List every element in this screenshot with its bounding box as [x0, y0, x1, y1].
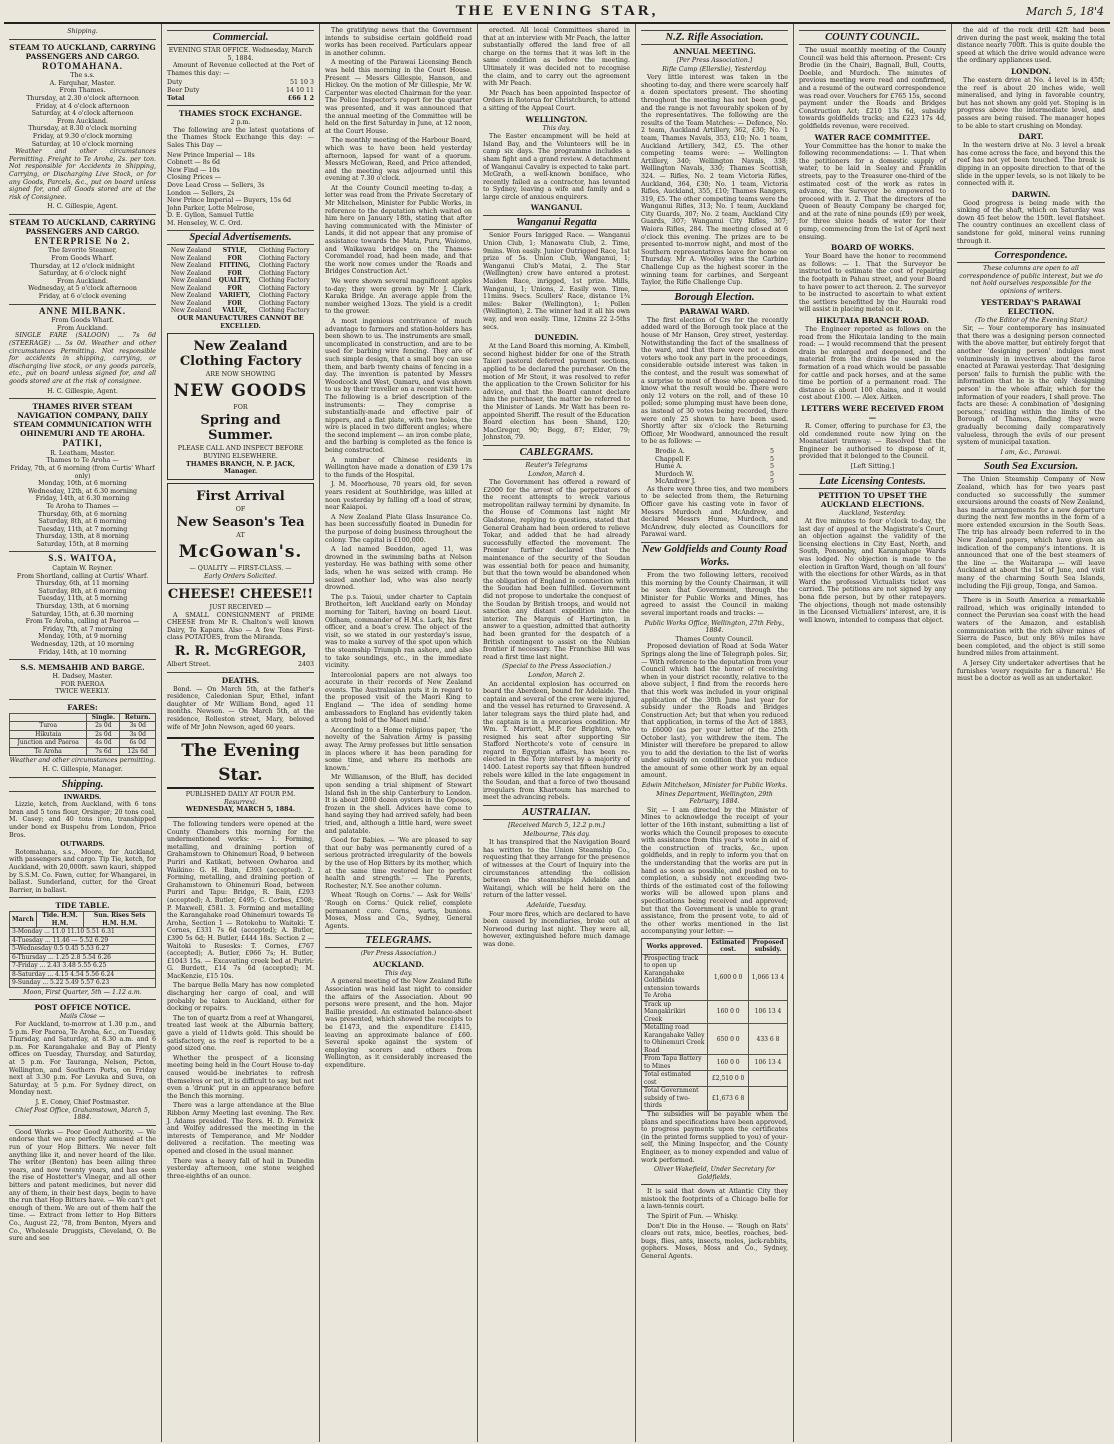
- factory-cell: New Zealand: [170, 292, 212, 300]
- fares-cell: 7s 6d: [87, 747, 120, 756]
- shipping-header: Shipping.: [9, 777, 156, 792]
- candidate-votes: 5: [769, 478, 774, 486]
- tide-row: [10, 945, 156, 954]
- factory-cell: Clothing Factory: [258, 307, 310, 315]
- schedule-line: Friday, at 4 o'clock afternoon: [35, 102, 130, 110]
- duty-label: Beer Duty: [167, 86, 200, 94]
- shipping-ad-header: STEAM TO AUCKLAND, CARRYING PASSENGERS AND CARGO.: [9, 217, 156, 236]
- schedule-line: Thursday, 6th, at 11 morning: [36, 580, 129, 588]
- schedule-line: Wednesday, 12th, at 6.30 morning: [27, 487, 138, 495]
- cheese-title: CHEESE! CHEESE!!: [167, 587, 314, 603]
- cheese-text: A SMALL CONSIGNMENT of PRIME CHEESE from Mr R. Chalton's well known Dairy, Te Kapara. Also — A few Tons First-class POTATOES, from the Miranda.: [167, 611, 314, 642]
- duty-rows: [167, 79, 314, 94]
- works-cell: 160 0 0: [708, 1055, 749, 1071]
- factory-row: [167, 262, 314, 270]
- schedule-line: Friday, 7th, at 6 morning (from Curtis' Wharf only): [10, 464, 155, 480]
- factory-cell: New Zealand: [170, 284, 212, 292]
- post-office-sub: Mails Close —: [59, 1013, 106, 1021]
- fares-cell: 2s 0d: [87, 730, 120, 739]
- tea-ad: First Arrival OF New Season's Tea AT McGowan's. — QUALITY — FIRST-CLASS. — Early Orders Solicited.: [167, 483, 314, 584]
- mcgregor: R. R. McGREGOR,: [174, 644, 307, 660]
- stock-line: New Prince Imperial — 18s: [167, 151, 255, 159]
- fares-cell: 6s 0d: [120, 739, 156, 748]
- works-cell: Total estimated cost: [642, 1071, 708, 1087]
- column-4: erected. All local Committees shared in that at an interview with Mr Peach, the latter substantially offered the land free of all charge on the terms that it was left in the same condition as before the meeting. Ultimately it was decided not to recognise the claim, and to carry out the agreement with Mr Peach. Mr Peach has been appointed Inspector of Orders in Rotorua for Christchurch, to attend a sitting of the Appeal Court. WELLINGTON. This day. The Easter encampment will be held at Island Bay, and the Volunteers will be in camp six days. The programme includes a sham fight and a grand review. A detachment of Wanganui Cavalry is expected to take part. McGrath, a well-known boniface, who recently failed as a contractor, has levanted to Sydney, leaving a wife and family and a large circle of anxious enquirers. WANGANUI. Wanganui Regatta Senior Fours Inrigged Race. — Wanganui Union Club, 1; Manawatu Club, 2. Time, 9mins. Won easily. Junior Outrigged Race, 1st prize of 5s. Union Club, Wanganui, 1; Wanganui Club's Matai, 2. The Star (Wellington) crew have entered a protest. Maiden Race, inrigged, 1st prize. Mills, Wanganui, 1; Unions, 2. Easily won. Time, 11mins. 9secs. Scullers' Race, distance 1¾ miles: Baker (Wellington), 1; Pollen (Wellington), 2. The winner had it all his own way, and won easily. Time, 12mins 22 2-5ths secs. DUNEDIN. At the Land Board this morning, A. Kimbell, second highest bidder for one of the Strath Taieri pastoral deferred payment sections, applied to be declared the purchaser. On the motion of Mr Stout, it was resolved to refer the application to the Crown Solicitor for his advice, and that the Board cannot declare him the purchaser, the matter be referred to the Minister of Lands. Mr Watt has been re-appointed Sheriff. The result of the Education Board election has been Shand, 120; MacGregor, 90; Begg, 87; Elder, 79; Johnston, 79. CABLEGRAMS. Reuter's Telegrams London, March 4. The Government has offered a reward of £2000 for the arrest of the perpetrators of the recent attempts to wreck various metropolitan railway termini by dynamite. In the House of Commons last night Mr Gladstone, replying to questions, stated that General Graham had been ordered to relieve Tokar, and added that he had already successfully effected the movement. The Premier further declared that the maintenance of the security of the Soudan was essential both for peace and humanity, but that the town would be abandoned when the obligation of England in connection with the Soudan had been fulfilled. Government did not propose to undertake the conquest of the Soudan by British troops, and would not sanction any distant expedition into the interior. The Marquis of Hartington, in answer to a question, admitted that authority had been granted for the despatch of a British contingent to assist on the Nubian frontier if necessary. The Franchise Bill was read a first time last night. (Special to the Press Association.) London, March 2. An accidental explosion has occurred on board the Aberdeen, bound for Adelaide. The captain and several of the crew were injured, and the vessel has returned to Gravesend. A later telegram says the third plate had, and the captain is in a precarious condition. Mr Wm. T. Marriott, M.P. for Brighton, who resigned his seat after supporting Sir Stafford Northcote's vote of censure in regard to Egyptian affairs, has been re-elected in the Tory interest by a majority of 1400. Latest reports say that fifteen hundred rebels were killed in the late engagement in the Soudan, and that a force of two thousand irregulars from Khartoum has marched to meet the advancing rebels. AUSTRALIAN. [Received March 5, 12.2 p.m.] Melbourne, This day. It has transpired that the Navigation Board has written to the Union Steamship Co., requesting that they arrange for the presence of witnesses at the Court of Inquiry into the circumstances attending the collision between the steamships Adelaide and Waitangi, which will be held here on the return of the latter vessel. Adelaide, Tuesday. Four more fires, which are declared to have been caused by incendiaries, broke out at Norwood during last night. They were all, however, extinguished before much damage was done.: [478, 24, 636, 1442]
- fares-cell: Te Aroha: [10, 747, 87, 756]
- tide-cell: 9-Sunday ... 5.22 5.49 5.57 6.23: [10, 979, 156, 988]
- factory-row: [167, 292, 314, 300]
- poll-results: [641, 448, 788, 486]
- tide-row: [10, 928, 156, 937]
- regatta-header: Wanganui Regatta: [483, 215, 630, 230]
- thames-branch: THAMES BRANCH, N. P. JACK, Manager.: [186, 460, 295, 476]
- schedule-line: Tuesday, 11th, at 5 morning: [37, 595, 128, 603]
- schedule-line: From Auckland.: [57, 324, 108, 332]
- ship-name: S.S. WAITOA,: [48, 553, 117, 564]
- column-7: the aid of the rock drill 42ft had been driven during the past week, making the total distance nearly 700ft. This is quite double the speed at which the drive would advance were the ordinary appliances used. LONDON. The eastern drive at No. 4 level is in 45ft; the reef is about 20 inches wide, well mineralised, and lying in favorable country, but has not shown any gold yet. Stoping is in progress above the intermediate level, and passes are being raised. The manager hopes to be able to start crushing on Monday. DART. In the western drive at No. 3 level a break has come across the face, and beyond this the reef has not yet been touched. The break is dipping in an opposite direction to that of the slide in the upper levels, so is not likely to be connected with it. DARWIN. Good progress is being made with the sinking of the shaft, which on Saturday was down 45 feet below the 150ft. level flatsheet. The country continues an excellent class of sandstone for gold, mineral veins running through it. Correspondence. These columns are open to all correspondence of public interest, but we do not hold ourselves responsible for the opinions of writers. YESTERDAY'S PARAWAI ELECTION. (To the Editor of the Evening Star.) Sir, — Your contemporary has insinuated that there was a designing person connected with the above matter, but entirely forgot that another 'designing person' indulges most voluminously in invectives about the farce enacted at Parawai yesterday. That 'designing person' fails to furnish the public with the information that he is the only 'designing person' in the whole affair, which for the information of your readers, I shall prove. The facts are these: A combination of 'designing persons,' residing within the limits of the Borough of Thames, finding they were gradually becoming daily comparatively valueless, through the evils of our present system of municipal taxation. I am, &c., Parawai. South Sea Excursion. The Union Steamship Company of New Zealand, which has for two years past conducted so successfully the summer excursions around the coasts of New Zealand, has made arrangements for a new departure during the next few months in the form of a more extended excursion in the South Seas. The trip has already been referred to in the New Zealand papers, which have given an indication of the company's intentions. It is announced that one of the best steamers of the line — the Waitarapa — will leave Auckland at about the 1st of June, and visit many of the charming South Sea Islands, including the Fiji group, Tonga, and Samoa. There is in South America a remarkable railroad, which was originally intended to connect the Peruvian sea coast with the head waters of the Amazon, and establish communication with the rich silver mines of Sierra de Pasco, but only 86¼ miles have been completed, and the object is still some hundred miles from attainment. A Jersey City undertaker advertises that he furnishes 'every requisite for a funeral.' He must be a doctor as well as an undertaker.: [957, 27, 1106, 683]
- schedule-line: From Auckland.: [57, 277, 108, 285]
- duty-row: [167, 79, 314, 87]
- ship-name: ANNE MILBANK.: [38, 305, 126, 316]
- licensing-header: Late Licensing Contests.: [799, 474, 946, 489]
- factory-cell: New Zealand: [170, 299, 212, 307]
- duty-row: [167, 87, 314, 95]
- clothing-ad: [167, 333, 314, 480]
- works-cell: 650 0 0: [708, 1024, 749, 1055]
- works-row: [642, 1071, 788, 1087]
- are-now: ARE NOW SHOWING: [205, 371, 276, 379]
- schedule-line: The favorite Steamer,: [47, 247, 118, 255]
- tide-cell: 6-Thursday ... 1.25 2.8 5.54 6.26: [10, 953, 156, 962]
- factory-cell: New Zealand: [170, 307, 212, 315]
- fares-row: [10, 747, 156, 756]
- office-line: EVENING STAR OFFICE. Wednesday, March 5, 1884.: [168, 47, 313, 62]
- australian-header: AUSTRALIAN.: [483, 805, 630, 820]
- schedule-line: Captain W. Reyner.: [52, 565, 113, 573]
- factory-row: [167, 307, 314, 315]
- tide-table: [9, 911, 156, 988]
- fares-row: [10, 739, 156, 748]
- stock-line: D. E. Gyllon, Samuel Tuttle: [167, 212, 254, 220]
- schedule-line: Tuesday, 11th, at 7 morning: [37, 525, 128, 533]
- stock-line: John Parker, Lotte Melrose,: [167, 204, 255, 212]
- factory-cell: VALUE,: [222, 307, 248, 315]
- factory-cell: STYLE,: [222, 247, 247, 255]
- post-office-sig: J. E. Coney, Chief Postmaster.: [35, 1099, 130, 1106]
- tide-row: [10, 962, 156, 971]
- fares-title: FARES:: [67, 702, 98, 712]
- evening-star-banner: The Evening Star.: [167, 737, 314, 789]
- schedule-line: FOR PAEROA: [60, 680, 105, 688]
- schedule-line: Friday, 14th, at 10 morning: [38, 648, 127, 656]
- stock-line: Dove Lead Cross — Sellers, 3s: [167, 181, 265, 189]
- factory-cell: New Zealand: [170, 277, 212, 285]
- fares-cell: Turoa: [10, 722, 87, 731]
- schedule-line: Saturday, 15th, at 6.30 morning: [31, 610, 134, 618]
- special-ads-header: Special Advertisements.: [167, 230, 314, 245]
- shipping-ad-header: S.S. MEMSAHIB AND BARGE.: [20, 663, 145, 673]
- factory-cell: New Zealand: [170, 254, 212, 262]
- column-6: COUNTY COUNCIL. The usual monthly meeting of the County Council was held this afternoon. Present: Crs Brodie (in the Chair), Bagnall, Bull, Coutts, Doeble, and Murdoch. The minutes of previous meeting were read and confirmed, and a resumé of the outward correspondence was read over. Vouchers for £765 15s, second payment under the Roads and Bridges Construction Act; £210 13s 6d, subsidy towards goldfields tracks; and £223 17s 4d, goldfields revenue, were received. WATER RACE COMMITTEE. Your Committee has the honor to make the following recommendations: — 1. That when the petitioners for a domestic supply of water, to be laid in Sealey and Franklin streets, pay to the Treasurer one-third of the estimated cost of the work as rates in advance, the Surveyor be empowered to proceed with it. 2. That the directors of the Queen of Beauty Company be charged for, and at the rate of nine pounds (£9) per week, for three sluice heads of water for their pump, commencing from the 1st of April next ensuing. BOARD OF WORKS. Your Board have the honor to recommend as follows: — 1. That the Surveyor be instructed to estimate the cost of repairing the footpath in Pahau street, and your Board to have power to act thereon. 2. The surveyor to be instructed to ascertain to what extent the settlers benefitted by the Hauraki road will assist in placing metal on it. HIKUTAIA BRANCH ROAD. The Engineer reported as follows on the road from the Hikutaia landing to the main road: — I would recommend that the present drain be enlarged and deepened, and the material from the drains be used in the formation of a road which would be passable for cattle and pack horses, and at the same time be portion of a permanent road. The distance is about 100 chains, and it would cost about £100. — Alex. Aitken. LETTERS WERE RECEIVED FROM — R. Comer, offering to purchase for £3, the old condemned route now lying on the Moanataiari tramway. — Resolved that the Engineer be authorised to dispose of it, provided that it belonged to the Council. [Left Sitting.] Late Licensing Contests. PETITION TO UPSET THE AUCKLAND ELECTIONS. Auckland, Yesterday. At five minutes to four o'clock to-day, the last day of appeal at the Magistrate's Court, an objection against the validity of the licensing elections in City East, North, and South, Ponsonby, and Karangahape Wards was lodged. No objection is made to the election in Grafton Ward, though on 'all fours' with the elections for other Wards, as in that Ward the professed Victualists ticket was carried. The petitions are not signed by any bona fide person, but by other ratepayers. The objections, though not made ostensibly in the Licensed Victuallers' interest, are, it is well known, intended to compass that object.: [794, 24, 952, 1442]
- works-cell: Total Government subsidy of two-thirds: [642, 1087, 708, 1111]
- factory-cell: Clothing Factory: [258, 299, 310, 307]
- please-call: PLEASE CALL AND INSPECT BEFORE BUYING ELSEWHERE.: [177, 445, 304, 460]
- rifle-header: N.Z. Rifle Association.: [641, 30, 788, 45]
- schedule-line: A. Farquhar, Master.: [49, 79, 116, 87]
- borough-header: Borough Election.: [641, 290, 788, 305]
- schedule-line: Thames to Te Aroha —: [46, 457, 119, 465]
- fares-cell: 12s 6d: [120, 747, 156, 756]
- works-table: [641, 938, 788, 1111]
- correspondence-header: Correspondence.: [957, 248, 1105, 263]
- schedule-line: Thursday, at 8.30 o'clock morning: [28, 125, 137, 133]
- works-cell: 106 13 4: [749, 1000, 788, 1024]
- fares-note: Weather and other circumstances permitting.: [9, 757, 156, 765]
- divider: [9, 398, 156, 399]
- fares-cell: 2s 0d: [87, 722, 120, 731]
- masthead: [4, 0, 1110, 24]
- schedule-line: Saturday, 15th, at 8 morning: [36, 540, 129, 548]
- section-label: Shipping.: [67, 28, 98, 35]
- agent-signature: H. C. Gillespie, Agent.: [47, 203, 118, 211]
- factory-cell: Clothing Factory: [258, 269, 310, 277]
- fares-head-cell: Single.: [87, 713, 120, 722]
- ship-name: ROTOMAHANA.: [41, 60, 124, 71]
- tide-row: [10, 979, 156, 988]
- schedule-line: Saturday, 8th, at 6 morning: [38, 587, 127, 595]
- columns: [4, 24, 1110, 1442]
- fares-cell: 4s 0d: [87, 739, 120, 748]
- revenue-line: Amount of Revenue collected at the Port of Thames this day: —: [167, 62, 314, 77]
- candidate-name: Brodie A.: [655, 447, 685, 455]
- divider: [9, 659, 156, 660]
- divider: [9, 304, 156, 305]
- factory-cell: Clothing Factory: [258, 262, 310, 270]
- fares-cell: 3s 0d: [120, 722, 156, 731]
- factory-row: [167, 277, 314, 285]
- works-cell: 433 6 8: [749, 1024, 788, 1055]
- shipping-note: SINGLE FARE (SALOON) ... 7s 6d (STEERAGE) ... 5s 0d. Weather and other circumstances Permitting. Not responsible for accidents in shipping, carrying, or discharging live stock, or any goods parcels, etc., put on board unless signed for, and all goods stored are at the risk of consignee.: [9, 332, 156, 385]
- post-office-title: POST OFFICE NOTICE.: [34, 1003, 131, 1013]
- poll-row: [641, 478, 788, 486]
- leader-text: The following tenders were opened at the County Chambers this morning for the undermentioned works: — 1. Forming, metalling, and draining portion of Grahamstown to Ohinemuri Road, 9 between Puriri and Katikati, between Owharoa and Waikino: G. H. Bain, £393 (accepted). 2. Forming, metalling, and draining portion of Grahamstown to Ohinemuri Road, between Puriri and Tapu: Bridge, R. Bain, £293 (accepted); A. Butler, £495; C. Corbes, £508; P. Maxwell, £581. 3. Forming and metalling the Karangahake road Ohinemuri towards Te Aroha, Section 1 — Rotokohu to Waitoki: T. Cornes, £331 7s 6d (accepted); A. Butler, £390 5s 6d; H. Butler, £444 18s. Section 2 — Waitoki to Rusesks: T. Cornes, £767 (accepted); A. Butler, £966 7s; H. Butler, £1043 15s. — Excavating creek bed at Puriri: G. Burdett, £14 7s 6d (accepted); M. MacKenzie, £15 10s.: [167, 821, 314, 980]
- works-cell: £2,510 0 0: [708, 1071, 749, 1087]
- schedule-line: From Auckland.: [57, 117, 108, 125]
- leader-date: WEDNESDAY, MARCH 5, 1884.: [185, 806, 296, 814]
- factory-cell: QUALITY,: [218, 277, 251, 285]
- works-row: [642, 1000, 788, 1024]
- factory-cell: Clothing Factory: [258, 292, 310, 300]
- candidate-votes: 5: [769, 463, 774, 471]
- schedule-line: From Goods Wharf.: [51, 255, 114, 263]
- factory-cell: Clothing Factory: [258, 277, 310, 285]
- works-cell: 106 13 4: [749, 1055, 788, 1071]
- works-cell: 160 0 0: [708, 1000, 749, 1024]
- agent-signature: H. C. Gillespie, Agent.: [47, 387, 118, 395]
- schedule-line: From Shortland, calling at Curtis' Wharf.: [16, 572, 149, 580]
- poll-row: [641, 463, 788, 471]
- tide-head-cell: Sun. Rises Sets H.M. H.M.: [84, 912, 156, 928]
- works-cell: [749, 1087, 788, 1111]
- factory-cell: FOR: [227, 284, 242, 292]
- stock-lines: [167, 152, 314, 228]
- duty-amount: 14 10 11: [285, 86, 314, 94]
- factory-row: [167, 255, 314, 263]
- stock-header: THAMES STOCK EXCHANGE.: [178, 109, 303, 119]
- schedule-line: Thursday, at 2.30 o'clock afternoon: [26, 94, 139, 102]
- stock-line: New Prince Imperial — Buyers, 15s 6d: [167, 197, 292, 205]
- candidate-name: Chappell F.: [655, 455, 691, 463]
- revenue-total: Total £66 1 2: [167, 94, 314, 102]
- column-1: [4, 24, 162, 1442]
- poll-row: [641, 456, 788, 464]
- for-label: FOR: [233, 403, 248, 411]
- schedule-line: Saturday, at 6 o'clock night: [38, 270, 127, 278]
- mcgowan: McGowan's.: [178, 541, 303, 562]
- factory-row: [167, 247, 314, 255]
- shipping-ads: [9, 43, 156, 700]
- factory-cell: FOR: [227, 254, 242, 262]
- fares-cell: 3s 0d: [120, 730, 156, 739]
- tide-head-cell: March: [10, 912, 37, 928]
- ship-name: ENTERPRISE No 2.: [34, 235, 131, 246]
- factory-cell: FITTING,: [219, 262, 251, 270]
- tide-row: [10, 970, 156, 979]
- new-goods: NEW GOODS: [173, 380, 308, 401]
- inwards-text: Lizzie, ketch, from Auckland, with 6 tons bran and 5 tons flour, Orsinger; 20 tons coal, M. Casey; and 40 tons iron, transhipped under bond ex Buspehu from London, Price Bros.: [9, 801, 156, 839]
- schedule-line: Saturday, 8th, at 6 morning: [38, 518, 127, 526]
- duty-label: Duty: [167, 79, 183, 87]
- tide-row: [10, 953, 156, 962]
- tide-moon: Moon, First Quarter, 5th — 1.12 a.m.: [23, 988, 142, 996]
- shipping-ad-header: STEAM TO AUCKLAND, CARRYING PASSENGERS AND CARGO.: [9, 42, 156, 61]
- first-arrival: First Arrival: [196, 488, 285, 504]
- schedule-line: Friday, at 9.30 o'clock morning: [32, 132, 133, 140]
- telegrams-header: TELEGRAMS.: [325, 933, 472, 948]
- poll-row: [641, 448, 788, 456]
- fares-head-cell: [10, 713, 87, 722]
- schedule-line: The s.s.: [70, 72, 95, 80]
- factory-cell: Clothing Factory: [258, 247, 310, 255]
- fares-table: [9, 713, 156, 757]
- tide-cell: 5-Wednesday 0.5 0.45 5.53 6.27: [10, 945, 156, 954]
- fares-cell: Junction and Paeroa: [10, 739, 87, 748]
- fares-sig: H. C. Gillespie, Manager.: [42, 766, 123, 774]
- stock-line: Cobnett — 8s 6d: [167, 159, 221, 167]
- ship-name: PATIKI,: [62, 438, 103, 449]
- issue-date: March 5, 18'4: [1026, 4, 1104, 18]
- motto: Resurrexi.: [223, 798, 258, 806]
- candidate-name: Hume A.: [655, 463, 683, 471]
- stock-line: New Find — 10s: [167, 166, 220, 174]
- published-line: PUBLISHED DAILY AT FOUR P.M.: [185, 791, 296, 799]
- post-office-sig2: Chief Post Office, Grahamstown, March 5, 1884.: [15, 1106, 150, 1122]
- paper-title: THE EVENING STAR,: [455, 2, 659, 19]
- candidate-votes: 5: [769, 470, 774, 478]
- factory-row: [167, 285, 314, 293]
- factory-table: [167, 247, 314, 315]
- candidate-name: McAndrew J.: [655, 478, 696, 486]
- tide-cell: 8-Saturday ... 4.15 4.54 5.56 6.24: [10, 970, 156, 979]
- county-header: COUNTY COUNCIL.: [799, 30, 946, 45]
- candidate-name: Murdoch W.: [655, 470, 694, 478]
- stock-line: Closing Prices —: [167, 174, 222, 182]
- tide-head-cell: Tide. H.M. H.M.: [36, 912, 84, 928]
- factory-cell: Clothing Factory: [258, 284, 310, 292]
- outwards-label: OUTWARDS.: [60, 841, 105, 849]
- candidate-votes: 5: [769, 455, 774, 463]
- works-cell: Track up Mangakirikiri Creek: [642, 1000, 708, 1024]
- factory-note: OUR MANUFACTURES CANNOT BE EXCELLED.: [177, 314, 304, 330]
- outwards-text: Rotomahana, s.s., Moore, for Auckland, with passengers and cargo. Tip Tie, ketch, for Auckland, with 20,000ft. sawn kauri, shipped by S.S.M. Co. Fawn, cutter, for Whangarei, in ballast. Sunderland, cutter, for the Great Barrier, in ballast.: [9, 848, 156, 894]
- cablegrams-header: CABLEGRAMS.: [483, 445, 630, 460]
- tide-title: TIDE TABLE.: [55, 901, 110, 911]
- schedule-line: Saturday, at 10 o'clock morning: [31, 140, 134, 148]
- fares-head-cell: Return.: [120, 713, 156, 722]
- factory-cell: VARIETY,: [219, 292, 251, 300]
- schedule-line: Wednesday, at 5 o'clock afternoon: [28, 285, 137, 293]
- divider: [9, 214, 156, 215]
- schedule-line: Monday, 10th, at 9 morning: [38, 633, 127, 641]
- factory-row: [167, 270, 314, 278]
- schedule-line: From Goods Wharf.: [51, 317, 114, 325]
- clothing-title: New Zealand Clothing Factory: [179, 339, 302, 370]
- schedule-line: From Te Aroha, calling at Paeroa —: [25, 618, 140, 626]
- works-head-cell: Estimated cost.: [708, 938, 749, 954]
- hop-bitters-ad: Good Works — Poor Good Authority. — We endorse that we are perfectly amused at the run of your Hop Bitters. We never felt anything like it, and never heard of the like. The writer (Benton) has been ailing three years, and now twenty years, and has seen the rise of Hostetter's Vinegar, and all other bitters and patent medicines, but never did any of them, in their best days, begin to have the run that Hop Bitters have. — We can't get enough of them. We are out of them half the time. — Extract from letter to Hop Bitters Co., August 22, '78, from Benton, Myers and Co., Wholesale Druggists, Cleveland, O. Be sure and see: [9, 1128, 156, 1243]
- candidate-votes: 5: [769, 447, 774, 455]
- factory-cell: New Zealand: [170, 269, 212, 277]
- works-head-cell: Proposed subsidy.: [749, 938, 788, 954]
- stock-intro: The following are the latest quotations of the Thames Stock Exchange this day: — Sales This Day —: [167, 126, 314, 149]
- column-2: Commercial. EVENING STAR OFFICE. Wednesday, March 5, 1884. Amount of Revenue collected at the Port of Thames this day: — Duty 51 10 3 Beer Duty 14 10 11 Total £66 1 2 THAMES STOCK EXCHANGE. 2 p.m. The following are the latest quotations of the Thames Stock Exchange this day: — Sales This Day — New Prince Imperial — 18s Cobnett — 8s 6d New Find — 10s Closing Prices — Dove Lead Cross — Sellers, 3s London — Sellers, 2s New Prince Imperial — Buyers, 15s 6d John Parker, Lotte Melrose, D. E. Gyllon, Samuel Tuttle M. Henseley, W. C. Ord. Special Advertisements. New Zealand STYLE, Clothing Factory New Zealand FOR Clothing Factory New Zealand FITTING, Clothing Factory New Zealand FOR Clothing Factory New Zealand QUALITY, Clothing Factory New Zealand FOR Clothing Factory New Zealand VARIETY, Clothing Factory New Zealand FOR Clothing Factory New Zealand VALUE, Clothing Factory OUR MANUFACTURES CANNOT BE EXCELLED. New Zealand Clothing Factory ARE NOW SHOWING NEW GOODS FOR Spring and Summer. PLEASE CALL AND INSPECT BEFORE BUYING ELSEWHERE. THAMES BRANCH, N. P. JACK, Manager. First Arrival OF New Season's Tea AT McGowan's. — QUALITY — FIRST-CLASS. — Early Orders Solicited. CHEESE! CHEESE!! JUST RECEIVED — A SMALL CONSIGNMENT of PRIME CHEESE from Mr R. Chalton's well known Dairy, Te Kapara. Also — A few Tons First-class POTATOES, from the Miranda. R. R. McGREGOR, Albert Street. 2403 DEATHS. Bond. — On March 5th, at the father's residence, Caledonian Spur, Ethel, infant daughter of Mr William Bond, aged 11 months. Newson. — On March 5th, at the residence, Rolleston street, Mary, beloved wife of Mr John Newson, aged 60 years. The Evening Star. PUBLISHED DAILY AT FOUR P.M. Resurrexi. WEDNESDAY, MARCH 5, 1884. The following tenders were opened at the County Chambers this morning for the undermentioned works: — 1. Forming, metalling, and draining portion of Grahamstown to Ohinemuri Road, 9 between Puriri and Katikati, between Owharoa and Waikino: G. H. Bain, £393 (accepted). 2. Forming, metalling, and draining portion of Grahamstown to Ohinemuri Road, between Puriri and Tapu: Bridge, R. Bain, £293 (accepted); A. Butler, £495; C. Corbes, £508; P. Maxwell, £581. 3. Forming and metalling the Karangahake road Ohinemuri towards Te Aroha, Section 1 — Rotokohu to Waitoki: T. Cornes, £331 7s 6d (accepted); A. Butler, £390 5s 6d; H. Butler, £444 18s. Section 2 — Waitoki to Rusesks: T. Cornes, £767 (accepted); A. Butler, £966 7s; H. Butler, £1043 15s. — Excavating creek bed at Puriri: G. Burdett, £14 7s 6d (accepted); M. MacKenzie, £15 10s. The barque Bella Mary has now completed discharging her cargo of coal, and will probably be taken to Auckland, either for docking or repairs. The ton of quartz from a reef at Whangarei, treated last week at the Alburnia battery, gave a yield of 11dwts gold. This should be satisfactory, as the reef is reported to be a good sized one. Whether the prospect of a licensing meeting being held in the Court House to-day caused would-be inebriates to refresh themselves or not, it is difficult to say, but not even a 'drunk' put in an appearance before the Bench this morning. There was a large attendance at the Blue Ribbon Army Meeting last evening. The Rev. J. Adams presided. The Revs. H. D. Fenwick and Wolfey addressed the meeting in the interests of Temperance, and Mr Nodder delivered a recitation. The meeting was opened and closed in the usual manner. There was a heavy fall of hail in Dunedin yesterday afternoon, one stone weighed three-eighths of an ounce.: [162, 24, 320, 1442]
- tide-cell: 3-Monday ... 11.0 11.10 5.51 6.31: [10, 928, 156, 937]
- schedule-line: Te Aroha to Thames —: [46, 502, 119, 510]
- works-head-cell: Works approved.: [642, 938, 708, 954]
- deaths-text: Bond. — On March 5th, at the father's residence, Caledonian Spur, Ethel, infant daughter of Mr William Bond, aged 11 months. Newson. — On March 5th, at the residence, Rolleston street, Mary, beloved wife of Mr John Newson, aged 60 years.: [167, 685, 314, 731]
- schedule-line: Thursday, at 12 o'clock midnight: [30, 262, 135, 270]
- schedule-line: Thursday, 13th, at 6 morning: [36, 603, 129, 611]
- schedule-line: Wednesday, 12th, at 10 morning: [30, 641, 135, 648]
- divider: [9, 699, 156, 700]
- schedule-line: Thursday, 13th, at 8 morning: [36, 533, 129, 541]
- column-5: N.Z. Rifle Association. ANNUAL MEETING. [Per Press Association.] Rifle Camp (Ellerslie), Yesterday. Very little interest was taken in the shooting to-day, and there were scarcely half a dozen spectators present. The shooting throughout the meeting has not been good, and the range is not favourably spoken of by the representatives. The following are the results of the Team Matches: — Defence, No. 2 team, Auckland Artillery, 362, £30; No. 1 team, Thames Navals, 353, £10; No. 1 team, Auckland Artillery, 342, £5. The other competing teams were: — Wellington Artillery, 340; Wellington Navals, 338; Wellington Navals, 330; Thames Scottish, 324. — Rifles, No. 2 team Victoria Rifles, Auckland, 364, £30; No. 1 team, Victoria Rifles, Auckland, 355, £10; Thames Rangers, 319, £5. The other competing teams were the Wanganui Rifles, 313; No. 1 team, Auckland City Guards, 307; No. 2 team, Auckland City Guards, 307; Wanganui City Rifles, 307; Waiora Rifles, 284. The meeting closed at 6 o'clock this evening. The prizes are to be presented to-morrow night, and most of the Southern representatives leave for home on Thursday. Mr A. Woolley wins the Carbine Challenge Cup as the highest scorer in the winning team for carbines, and Sergeant Taylor, the Rifle Challenge Cup. Borough Election. PARAWAI WARD. The first election of Crs for the recently added ward of the Borough took place at the house of Mr Hanson, Grey street, yesterday. Notwithstanding the fact of the smallness of the ward, and that there were not a dozen voters who took any part in the proceedings, considerable outside interest was taken in the contest, and the result was somewhat of a surprise to most of those who appeared to know what the result would be. There were only 12 voters on the roll, and of these 10 polled; some plumping must have been done, as instead of 30 votes being recorded, there were only 25 shown to have been used. Shortly after six o'clock the Returning Officer, Mr Woodward, announced the result to be as follows: — Brodie A. 5 Chappell F. 5 Hume A. 5 Murdoch W. 5 McAndrew J. 5 As there were three ties, and two members to be selected from them, the Returning Officer gave his casting vote in favor of Messrs Murdoch and McAndrew, and declared Messrs Hume, Murdoch, and McAndrew, duly elected as Councillors for Parawai ward. New Goldfields and County Road Works. From the two following letters, received this morning by the County Chairman, it will be seen that Government, through the Minister for Public Works and Mines, has agreed to assist the Council in making several important roads and tracks: — Public Works Office, Wellington, 27th Feby., 1884. Thames County Council. Proposed deviation of Road at Soda Water Springs along the line of Telegraph poles. Sir, — With reference to the deputation from your Council which had the honor of receiving when in your district recently, relative to the above subject, I find from the records here that this work was included in your original application of the 30th June last year for subsidy under the Roads and Bridges Construction Act; but that when you reduced that application, in terms of the Act of 1883, to £6000 (as per your letter of the 25th October last), you withdrew the item. The Minister will therefore be prepared to allow you to add the deviation to the list of works under subsidy on condition that you reduce the amount of some other work by an equal amount. Edwin Mitchelson, Minister for Public Works. Mines Department, Wellington, 29th February, 1884. Sir, — I am directed by the Minister of Mines to acknowledge the receipt of your letter of the 16th instant, submitting a list of works which the Council proposes to execute with assistance from this year's vote in aid of the construction of tracks, &c., upon goldfields, and in reply to inform you that on the understanding that the works are put in hand as soon as possible, and pushed on to completion, a subsidy not exceeding two-thirds of the estimated cost of the following works will be allowed upon plans and specifications being received and approved; but that the Government is unable to grant assistance, from the present vote, to aid of the other works mentioned in the list accompanying your letter: — Works approved. Estimated cost. Proposed subsidy. Prospecting track to open up Karangahake Goldfields extension towards Te Aroha 1,600 0 0 1,066 13 4 Track up Mangakirikiri Creek 160 0 0 106 13 4 Metalling road Karangahake Valley to Ohinemuri Creek Road 650 0 0 433 6 8 From Tapu Battery to Mines 160 0 0 106 13 4 Total estimated cost £2,510 0 0 Total Government subsidy of two-thirds £1,673 6 8 The subsidies will be payable when the plans and specifications have been approved, to progress payments upon the certificates (in the printed forms supplied to you) of your-self, the Mining Inspector, and the County Engineer, as to money expended and value of work performed. Oliver Wakefield, Under Secretary for Goldfields. It is said that down at Atlantic City they mistook the footprints of a Chicago belle for a lawn-tennis court. The Spirit of Fun. — Whisky. Don't Die in the House. — 'Rough on Rats' clears out rats, mice, beetles, roaches, bed-bugs, flies, ants, insects, moles, jack-rabbits, gophers. Moses, Moss and Co., Sydney, General Agents.: [636, 24, 794, 1442]
- fares-row: [10, 722, 156, 731]
- works-row: [642, 1024, 788, 1055]
- works-cell: 1,600 0 0: [708, 954, 749, 1000]
- fares-row: [10, 730, 156, 739]
- shipping-ad-header: THAMES RIVER STEAM NAVIGATION COMPANY, DAILY STEAM COMMUNICATION WITH OHINEMURI AND TE AROHA.: [13, 402, 152, 439]
- shipping-note: Weather and other circumstances Permitting. Freight to Te Aroha, 2s. per ton. Not responsible for Accidents in Shipping, Carrying, or Discharging Live Stock, or for any Goods, Parcels, &c., put on board unless signed for, and all Goods stored are at the risk of Consignee.: [9, 148, 156, 201]
- duty-amount: 51 10 3: [289, 79, 314, 87]
- inwards-label: INWARDS.: [63, 793, 102, 801]
- commercial-header: Commercial.: [167, 30, 314, 45]
- works-row: [642, 1055, 788, 1071]
- works-cell: From Tapu Battery to Mines: [642, 1055, 708, 1071]
- factory-cell: FOR: [227, 269, 242, 277]
- stock-line: M. Henseley, W. C. Ord.: [167, 219, 243, 227]
- tide-cell: 7-Friday ... 2.43 3.48 5.55 6.25: [10, 962, 156, 971]
- new-season-tea: New Season's Tea: [176, 515, 305, 531]
- schedule-line: Friday, 7th, at 7 morning: [42, 625, 123, 633]
- tide-cell: 4-Tuesday ... 11.46 --- 5.52 6.29: [10, 936, 156, 945]
- column-3: The gratifying news that the Government intends to subsidise certain goldfield road works has been received. Particulars appear in another column. A meeting of the Parawai Licensing Bench was held this morning in the Court House. Present — Messrs Gillespie, Hanson, and Hickey. On the motion of Mr Gillespie, Mr W. Carpenter was elected Chairman for the year. The Police Inspector's report for the quarter was presented, and it was announced that the annual meeting of the Committee will be held on the first Saturday in June, at 12 noon, at the Court House. The monthly meeting of the Harbour Board, which was to have been held yesterday afternoon, lapsed for want of a quorum. Messrs McGowan, Reed, and Price attended, and the meeting was adjourned until this evening at 7.30 o'clock. At the County Council meeting to-day, a letter was read from the Private Secretary of Mr Mitchelson, Minister for Public Works, in reference to the deputation which waited on him here on January 18th, stating that after having communicated with the Minister of Lands, it did not appear that any promise of assistance towards the Mata, Puru, Waiomo, and Waikawau bridges on the Thames-Coromandel road, had been made, and that the work now comes under the 'Roads and Bridges Construction Act.' We were shown several magnificent apples to-day; they were grown by Mr J. Clark, Karaka Bridge. An average apple from the number weighed 13ozs. The yield is a credit to the grower. A most ingenious contrivance of much advantage to farmers and station-holders has been shown to us. The instruments are small, uncomplicated in construction, and are to be used for barbing wire fencing. They are of such simple design, that a small boy can use them, and barb twenty chains of fencing in a day. The invention is patented by Messrs Woodcock and West, Oamaru, and was shown to us by their traveller on a recent visit here. The following is a brief description of the instruments: — They comprise a substantially-made and effective pair of nippers, and a flat plate, with two holes, the wire is placed in two different angles; where the second implement — an iron combe plate, and the barbing is completed as the fence is being constructed. A number of Chinese residents in Wellington have made a donation of £39 17s to the funds of the Hospital. J. M. Moorhouse, 70 years old, for seven years resident at Southbridge, was killed at noon yesterday by falling off a load of straw, near Kaiapoi. A New Zealand Plate Glass Insurance Co. has been successfully floated in Dunedin for the purpose of doing business throughout the colony. The capital is £100,000. A lad named Beeddon, aged 11, was drowned in the swimming baths at Nelson yesterday. He was bathing with some other lads, when he was seized with cramp. He seized another lad, who was also nearly drowned. The p.s. Taioui, under charter to Captain Brotherton, left Auckland early on Monday morning for Taiteri, having on board Lieut. Oldham, commander of H.M.s. Lark, his first officer, and a boat's crew. The object of the visit, so we stated in our yesterday's issue, was to make a survey of the spot upon which the steamship Triumph ran ashore, and also to take soundings, etc., in the immediate vicinity. Intercolonial papers are not always too accurate in their records of New Zealand events. The Australasian puts it in regard to the proposed visit of the Maori King to England — 'The idea of sending home ambassadors to England has evidently taken a strong hold of the Maori mind.' According to a Home religious paper, 'the novelty of the Salvation Army is passing away. The Army professes but little sensation in places where it has been parading for some time, and where its methods are known.' Mr Williamson, of the Bluff, has decided upon sending a trial shipment of Stewart Island fish in the ship Canterbury to London. It is about 2000 dozen oysters in the Oposos, frozen in the shell. Advices have come to hand saying they had arrived safely, had been tried, and, although a little hard, were sweet and palatable. Good for Babies. — 'We are pleased to say that our baby was permanently cured of a serious protracted irregularity of the bowels by the use of Hop Bitters by its mother, which at the same time restored her to perfect health and strength.' — The Parents, Rochester, N.Y. See another column. Wheat 'Rough on Corns.' — Ask for Wells' 'Rough on Corns.' Quick relief, complete permanent cure. Corns, warts, bunions. Moses, Moss and Co., Sydney, General Agents. TELEGRAMS. (Per Press Association.) AUCKLAND. This day. A general meeting of the New Zealand Rifle Association was held last night to consider the affairs of the Association. About 90 persons were present, and the hon. Major Baillie presided. An estimated balance-sheet was presented, which showed the receipts to be £1473, and the expenditure £1415, leaving an approximate balance of £60. Several spoke against the system of employing scorers and others from Wellington, as it considerably increased the expenditure.: [320, 24, 478, 1442]
- factory-cell: Clothing Factory: [258, 254, 310, 262]
- works-cell: [749, 1071, 788, 1087]
- factory-cell: FOR: [227, 299, 242, 307]
- schedule-line: Monday, 10th, at 6 morning: [38, 480, 127, 488]
- works-row: [642, 1087, 788, 1111]
- poll-row: [641, 471, 788, 479]
- schedule-line: R. Leatham, Master.: [50, 449, 115, 457]
- schedule-line: Friday, 14th, at 6.30 morning: [35, 495, 130, 503]
- deaths-header: DEATHS.: [221, 675, 260, 685]
- works-cell: 1,066 13 4: [749, 954, 788, 1000]
- stock-line: London — Sellers, 2s: [167, 189, 235, 197]
- south-sea-header: South Sea Excursion.: [957, 459, 1105, 474]
- spring-summer: Spring and Summer.: [200, 413, 281, 444]
- works-cell: £1,673 6 8: [708, 1087, 749, 1111]
- schedule-line: Friday, at 6 o'clock evening: [38, 293, 127, 301]
- post-office-text: For Auckland, to-morrow at 1.30 p.m., and 5 p.m. For Paeroa, Te Aroha, &c., on Tuesday, Thursday, and Saturday, at 8.30 a.m. and 6 p.m. For Karangahake and Bay of Plenty offices on Tuesday, Thursday, and Saturday, at 5 p.m. For Tauranga, Nelson, Picton, Wellington, and Southern Ports, on Friday next at 3.30 p.m. For Levuka and Suva, on Saturday, at 5 p.m. For Sydney direct, on Monday next.: [9, 1021, 156, 1097]
- schedule-line: Thursday, 6th, at 6 morning: [38, 510, 127, 518]
- fares-cell: Hikutaia: [10, 730, 87, 739]
- schedule-line: From Thames.: [59, 87, 106, 95]
- schedule-line: TWICE WEEKLY.: [55, 688, 110, 696]
- schedule-line: H. Dadsey, Master.: [52, 673, 113, 681]
- stock-time: 2 p.m.: [230, 119, 251, 127]
- goldfields-header: New Goldfields and County Road Works.: [642, 544, 787, 569]
- works-cell: Metalling road Karangahake Valley to Ohinemuri Creek Road: [642, 1024, 708, 1055]
- works-row: [642, 954, 788, 1000]
- factory-cell: New Zealand: [170, 247, 212, 255]
- divider: [9, 551, 156, 552]
- tide-row: [10, 936, 156, 945]
- schedule-line: Saturday, at 4 o'clock afternoon: [31, 110, 134, 118]
- factory-cell: New Zealand: [170, 262, 212, 270]
- factory-row: [167, 300, 314, 308]
- works-cell: Prospecting track to open up Karangahake Goldfields extension towards Te Aroha: [642, 954, 708, 1000]
